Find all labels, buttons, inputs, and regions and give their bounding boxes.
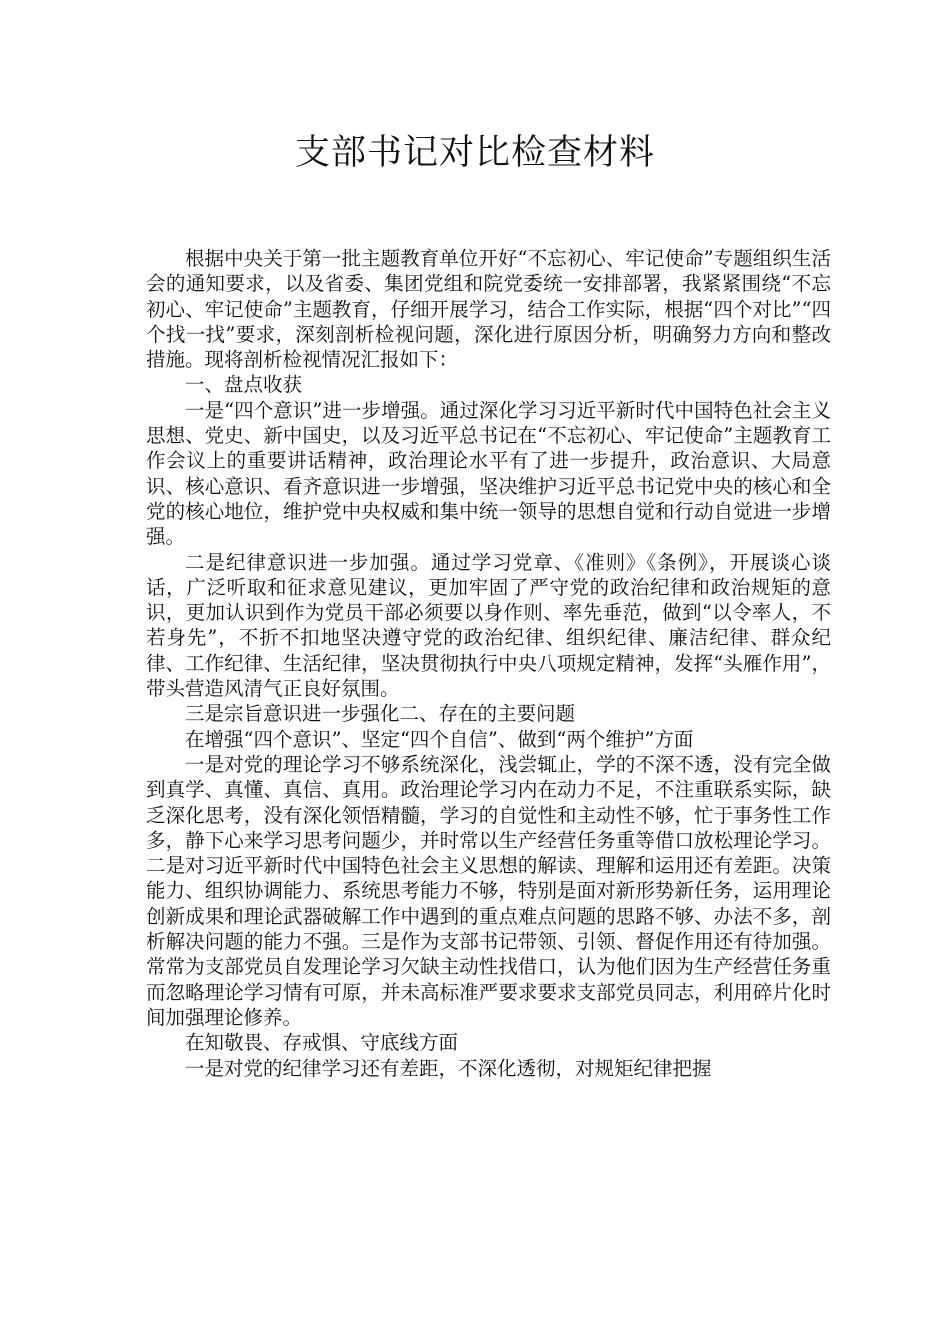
subsection-heading: 在增强“四个意识”、坚定“四个自信”、做到“两个维护”方面	[185, 727, 694, 751]
paragraph: 一是对党的理论学习不够系统深化，浅尝辄止，学的不深不透，没有完全做到真学、真懂、真信、真用。政治理论学习内在动力不足，不注重联系实际，缺乏深化思考，没有深化领悟精髓，学习的自觉性和主动性不够，忙于事务性工作多，静下心来学习思考问题少，并时常以生产经营任务重等借口放松理论学习。二是对习近平新时代中国特色社会主义思想的解读、理解和运用还有差距。决策能力、组织协调能力、系统思考能力不够，特别是面对新形势新任务，运用理论创新成果和理论武器破解工作中遇到的重点难点问题的思路不够、办法不多，剖析解决问题的能力不强。三是作为支部书记带领、引领、督促作用还有待加强。常常为支部党员自发理论学习欠缺主动性找借口，认为他们因为生产经营任务重而忽略理论学习情有可原，并未高标准严要求要求支部党员同志，利用碎片化时间加强理论修养。	[146, 752, 831, 1029]
paragraph: 三是宗旨意识进一步强化二、存在的主要问题	[185, 702, 576, 726]
document-body	[146, 246, 831, 1081]
subsection-heading: 在知敬畏、存戒惧、守底线方面	[185, 1031, 459, 1055]
paragraph: 二是纪律意识进一步加强。通过学习党章、《准则》《条例》，开展谈心谈话，广泛听取和征求意见建议，更加牢固了严守党的政治纪律和政治规矩的意识，更加认识到作为党员干部必须要以身作则、率先垂范，做到“以令率人，不若身先”，不折不扣地坚决遵守党的政治纪律、组织纪律、廉洁纪律、群众纪律、工作纪律、生活纪律，坚决贯彻执行中央八项规定精神，发挥“头雁作用”，带头营造风清气正良好氛围。	[146, 550, 831, 701]
section-heading: 一、盘点收获	[185, 373, 303, 397]
paragraph-intro: 根据中央关于第一批主题教育单位开好“不忘初心、牢记使命”专题组织生活会的通知要求，以及省委、集团党组和院党委统一安排部署，我紧紧围绕“不忘初心、牢记使命”主题教育，仔细开展学习，结合工作实际，根据“四个对比”“四个找一找”要求，深刻剖析检视问题，深化进行原因分析，明确努力方向和整改措施。现将剖析检视情况汇报如下：	[146, 247, 831, 372]
document-title: 支部书记对比检查材料	[294, 133, 655, 173]
paragraph: 一是“四个意识”进一步增强。通过深化学习习近平新时代中国特色社会主义思想、党史、新中国史，以及习近平总书记在“不忘初心、牢记使命”主题教育工作会议上的重要讲话精神，政治理论水平有了进一步提升，政治意识、大局意识、核心意识、看齐意识进一步增强，坚决维护习近平总书记党中央的核心和全党的核心地位，维护党中央权威和集中统一领导的思想自觉和行动自觉进一步增强。	[146, 398, 831, 549]
paragraph: 一是对党的纪律学习还有差距，不深化透彻，对规矩纪律把握	[185, 1056, 712, 1080]
